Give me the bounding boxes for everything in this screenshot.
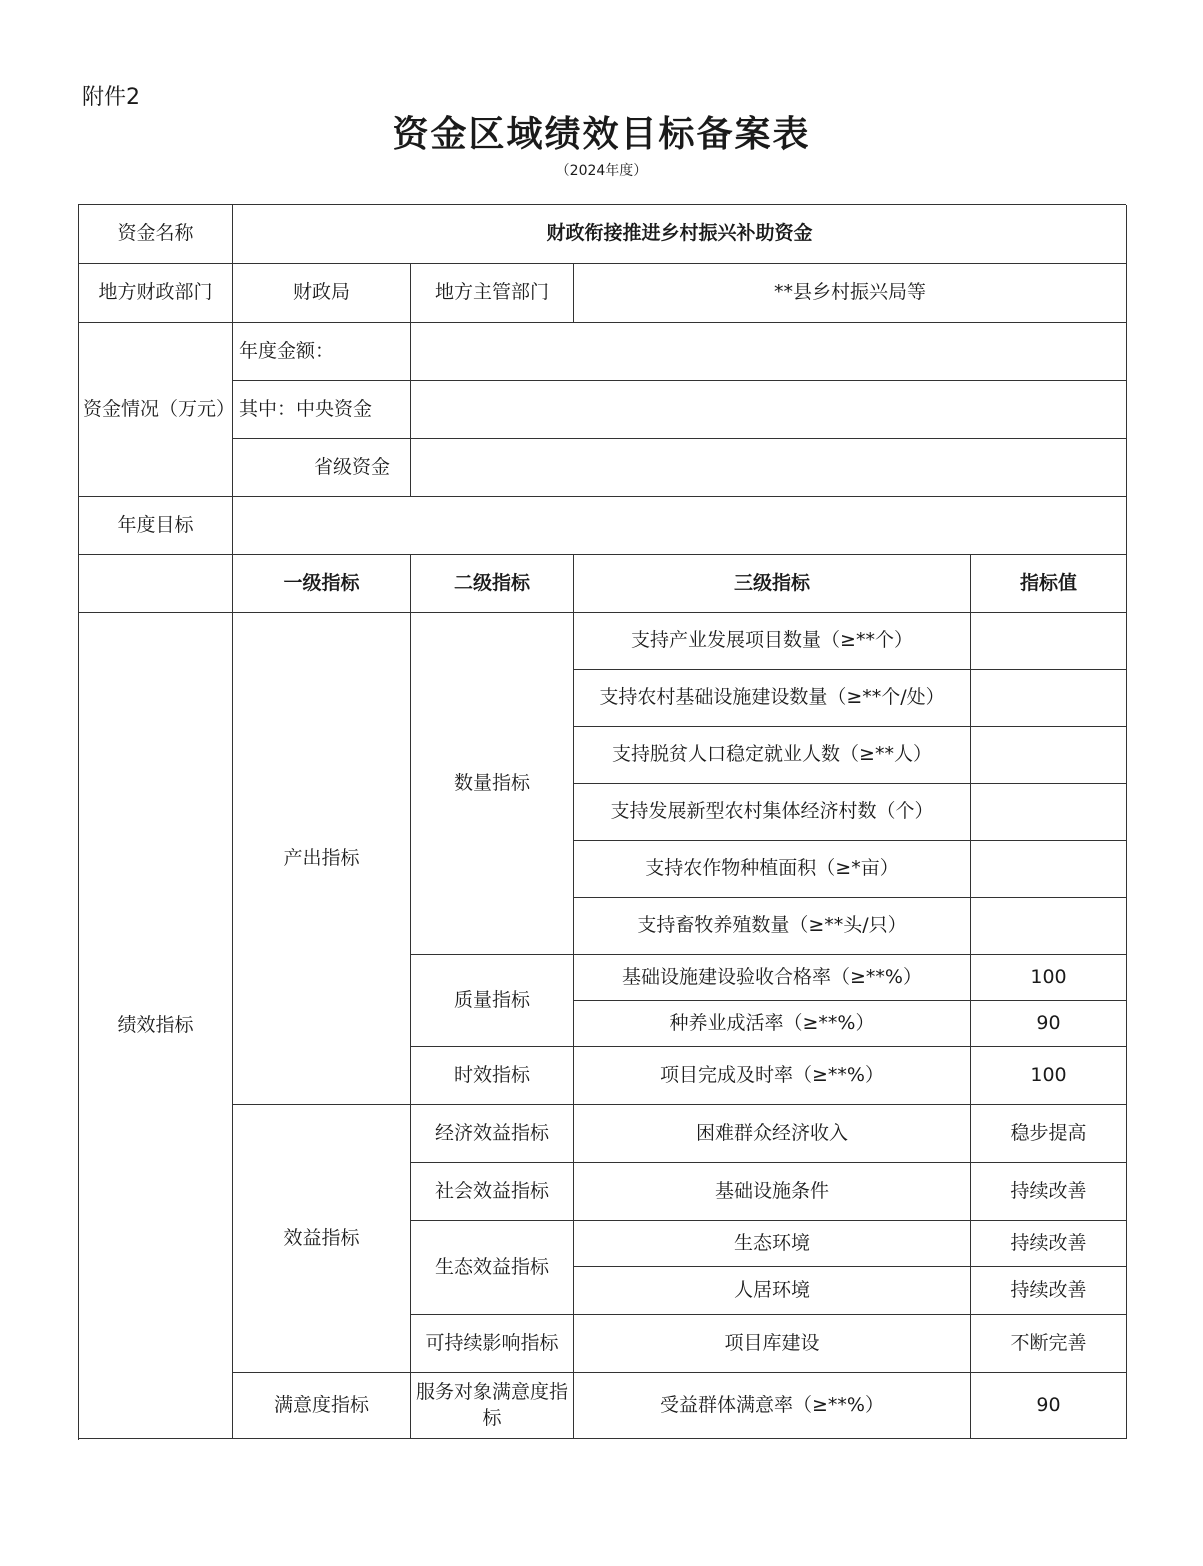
indicator-value: 100 xyxy=(971,1047,1127,1105)
ecological-label: 生态效益指标 xyxy=(411,1221,574,1315)
attachment-label: 附件2 xyxy=(82,85,140,110)
timeliness-label: 时效指标 xyxy=(411,1047,574,1105)
header-level3: 三级指标 xyxy=(574,555,971,613)
header-level1: 一级指标 xyxy=(233,555,411,613)
indicator-name: 支持农作物种植面积（≥*亩） xyxy=(574,841,971,898)
central-fund-label: 其中：中央资金 xyxy=(233,381,411,439)
social-label: 社会效益指标 xyxy=(411,1163,574,1221)
annual-amount-value xyxy=(411,323,1127,381)
indicator-name: 支持畜牧养殖数量（≥**头/只） xyxy=(574,898,971,955)
indicator-name: 受益群体满意率（≥**%） xyxy=(574,1373,971,1439)
indicator-name: 支持发展新型农村集体经济村数（个） xyxy=(574,784,971,841)
performance-label: 绩效指标 xyxy=(79,613,233,1439)
indicator-value: 100 xyxy=(971,955,1127,1001)
indicator-name: 项目库建设 xyxy=(574,1315,971,1373)
indicator-value: 持续改善 xyxy=(971,1163,1127,1221)
header-blank xyxy=(79,555,233,613)
indicator-name: 人居环境 xyxy=(574,1267,971,1315)
indicator-value: 90 xyxy=(971,1001,1127,1047)
fund-name-value: 财政衔接推进乡村振兴补助资金 xyxy=(233,205,1127,264)
indicator-value xyxy=(971,898,1127,955)
indicator-value: 不断完善 xyxy=(971,1315,1127,1373)
quality-label: 质量指标 xyxy=(411,955,574,1047)
annual-amount-label: 年度金额： xyxy=(233,323,411,381)
indicator-name: 支持农村基础设施建设数量（≥**个/处） xyxy=(574,670,971,727)
annual-goal-value xyxy=(233,497,1127,555)
benefit-label: 效益指标 xyxy=(233,1105,411,1373)
quantity-label: 数量指标 xyxy=(411,613,574,955)
satisfaction-label: 满意度指标 xyxy=(233,1373,411,1439)
indicator-value xyxy=(971,784,1127,841)
indicator-name: 支持产业发展项目数量（≥**个） xyxy=(574,613,971,670)
service-label: 服务对象满意度指标 xyxy=(411,1373,574,1439)
central-fund-value xyxy=(411,381,1127,439)
indicator-name: 基础设施建设验收合格率（≥**%） xyxy=(574,955,971,1001)
performance-table xyxy=(78,204,1126,1440)
indicator-value: 持续改善 xyxy=(971,1267,1127,1315)
indicator-value xyxy=(971,727,1127,784)
managing-dept-label: 地方主管部门 xyxy=(411,264,574,323)
indicator-name: 支持脱贫人口稳定就业人数（≥**人） xyxy=(574,727,971,784)
indicator-value: 90 xyxy=(971,1373,1127,1439)
indicator-value xyxy=(971,670,1127,727)
indicator-name: 种养业成活率（≥**%） xyxy=(574,1001,971,1047)
provincial-fund-value xyxy=(411,439,1127,497)
indicator-value xyxy=(971,613,1127,670)
output-label: 产出指标 xyxy=(233,613,411,1105)
fund-name-label: 资金名称 xyxy=(79,205,233,264)
indicator-value: 持续改善 xyxy=(971,1221,1127,1267)
indicator-name: 项目完成及时率（≥**%） xyxy=(574,1047,971,1105)
indicator-name: 生态环境 xyxy=(574,1221,971,1267)
finance-dept-label: 地方财政部门 xyxy=(79,264,233,323)
sustainable-label: 可持续影响指标 xyxy=(411,1315,574,1373)
page-title: 资金区域绩效目标备案表 xyxy=(392,113,811,155)
managing-dept-value: **县乡村振兴局等 xyxy=(574,264,1127,323)
provincial-fund-label: 省级资金 xyxy=(233,439,411,497)
indicator-value xyxy=(971,841,1127,898)
header-level2: 二级指标 xyxy=(411,555,574,613)
annual-goal-label: 年度目标 xyxy=(79,497,233,555)
indicator-value: 稳步提高 xyxy=(971,1105,1127,1163)
economic-label: 经济效益指标 xyxy=(411,1105,574,1163)
funding-label: 资金情况（万元） xyxy=(79,323,233,497)
indicator-name: 困难群众经济收入 xyxy=(574,1105,971,1163)
year-note: （2024年度） xyxy=(555,163,648,179)
finance-dept-value: 财政局 xyxy=(233,264,411,323)
indicator-name: 基础设施条件 xyxy=(574,1163,971,1221)
header-value: 指标值 xyxy=(971,555,1127,613)
